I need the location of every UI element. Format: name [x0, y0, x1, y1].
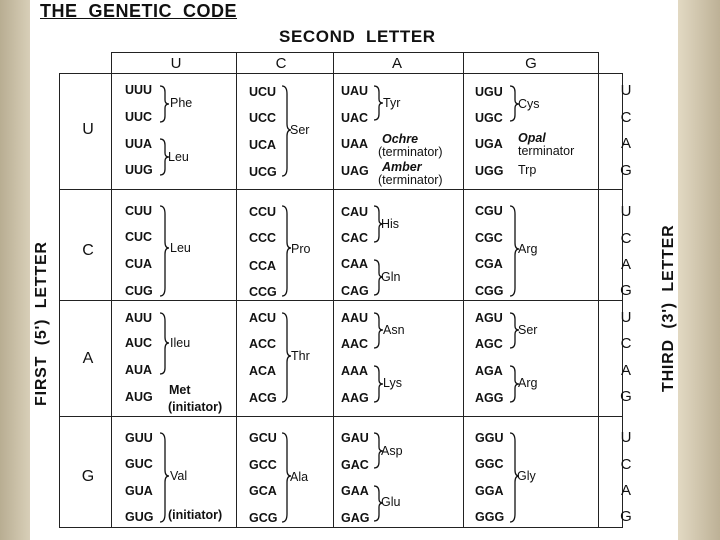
codon: AGA — [475, 364, 503, 378]
header-top-line — [111, 52, 598, 53]
codon: CGA — [475, 257, 503, 271]
column-header-u: U — [170, 55, 182, 72]
codon: GCA — [249, 484, 277, 498]
codon: UGG — [475, 164, 504, 178]
codon: UCC — [249, 111, 277, 125]
amino-acid-label: Gly — [517, 469, 536, 483]
codon: UUA — [125, 137, 153, 151]
codon: CUA — [125, 257, 153, 271]
codon: CUG — [125, 284, 153, 298]
first-letter-u: U — [82, 121, 94, 138]
third-letter-a: A — [620, 135, 631, 152]
amino-acid-label: Lys — [383, 376, 402, 390]
codon: AAG — [341, 391, 369, 405]
row-divider-2 — [59, 300, 623, 301]
stop-codon-name: Amber — [382, 160, 422, 174]
codon: AUG — [125, 390, 153, 404]
background-left-edge — [0, 0, 30, 540]
codon: UGU — [475, 85, 503, 99]
codon: GCC — [249, 458, 277, 472]
amino-acid-label: Arg — [518, 376, 538, 390]
codon: UUG — [125, 163, 153, 177]
row-divider-1 — [59, 189, 623, 190]
codon: GCU — [249, 431, 277, 445]
column-header-a: A — [391, 55, 402, 72]
codon: AGU — [475, 311, 503, 325]
amino-acid-label: Trp — [518, 163, 537, 177]
amino-acid-label: Gln — [381, 270, 401, 284]
third-letter-a: A — [620, 482, 631, 499]
amino-acid-label: His — [381, 217, 400, 231]
codon: GUA — [125, 484, 153, 498]
amino-acid-label: Leu — [168, 150, 189, 164]
first-letter-a: A — [82, 350, 94, 367]
amino-acid-label: Arg — [518, 242, 538, 256]
third-letter-axis-label: THIRD (3') LETTER — [660, 224, 677, 392]
codon: ACC — [249, 337, 277, 351]
amino-acid-label: Met — [169, 383, 191, 397]
first-letter-c: C — [82, 242, 94, 259]
first-letter-g: G — [81, 468, 95, 485]
codon: GAU — [341, 431, 369, 445]
amino-acid-label: Ala — [290, 470, 309, 484]
third-letter-a: A — [620, 256, 631, 273]
codon: AUU — [125, 311, 153, 325]
codon: CCU — [249, 205, 277, 219]
codon: UUC — [125, 110, 153, 124]
codon: UAU — [341, 84, 369, 98]
third-letter-u: U — [620, 203, 632, 220]
document-title: THE GENETIC CODE — [40, 1, 238, 21]
stop-codon-name: Opal — [518, 131, 546, 145]
amino-acid-label: Ser — [290, 123, 310, 137]
codon: GGA — [475, 484, 504, 498]
codon: ACA — [249, 364, 277, 378]
amino-acid-label: (initiator) — [168, 400, 223, 414]
amino-acid-label: Glu — [381, 495, 401, 509]
codon: CGG — [475, 284, 504, 298]
col-divider-a-g — [463, 52, 464, 528]
amino-acid-label: Asn — [383, 323, 405, 337]
col-divider-third — [598, 52, 599, 528]
codon: AAA — [341, 364, 369, 378]
background-right-edge — [678, 0, 720, 540]
third-letter-g: G — [620, 508, 632, 525]
third-letter-u: U — [620, 82, 632, 99]
codon: UGA — [475, 137, 503, 151]
codon: GAC — [341, 458, 369, 472]
codon: AUA — [125, 363, 153, 377]
codon: AAU — [341, 311, 369, 325]
third-letter-c: C — [620, 109, 632, 126]
col-divider-c-a — [333, 52, 334, 528]
third-letter-g: G — [620, 388, 632, 405]
third-letter-g: G — [620, 162, 632, 179]
codon: CGC — [475, 231, 503, 245]
third-letter-c: C — [620, 230, 632, 247]
codon: CUU — [125, 204, 153, 218]
codon: CAC — [341, 231, 369, 245]
amino-acid-label: Ileu — [170, 336, 191, 350]
codon: UAC — [341, 111, 369, 125]
amino-acid-label: Tyr — [383, 96, 401, 110]
codon: UAA — [341, 137, 369, 151]
amino-acid-label: Pro — [291, 242, 311, 256]
amino-acid-label: Asp — [381, 444, 403, 458]
codon: CUC — [125, 230, 153, 244]
amino-acid-label: Thr — [291, 349, 310, 363]
column-header-g: G — [525, 55, 537, 72]
amino-acid-label: (terminator) — [378, 173, 443, 187]
third-letter-u: U — [620, 429, 632, 446]
third-letter-a: A — [620, 362, 631, 379]
codon: UCG — [249, 165, 277, 179]
codon: AGG — [475, 391, 504, 405]
codon: CCC — [249, 231, 277, 245]
amino-acid-label: Val — [170, 469, 188, 483]
first-letter-axis-label: FIRST (5') LETTER — [33, 241, 50, 406]
codon: GGG — [475, 510, 505, 524]
codon: CGU — [475, 204, 503, 218]
codon: GGU — [475, 431, 504, 445]
column-header-c: C — [275, 55, 287, 72]
codon: CAU — [341, 205, 369, 219]
amino-acid-label: terminator — [518, 144, 575, 158]
codon: GAG — [341, 511, 370, 525]
row-divider-3 — [59, 416, 623, 417]
second-letter-heading: SECOND LETTER — [279, 27, 436, 46]
col-divider-u-c — [236, 52, 237, 528]
codon: GUU — [125, 431, 153, 445]
col-divider-first — [111, 52, 112, 528]
amino-acid-label: (initiator) — [168, 508, 223, 522]
codon: CCA — [249, 259, 277, 273]
codon: CCG — [249, 285, 277, 299]
codon: UGC — [475, 111, 503, 125]
stop-codon-name: Ochre — [382, 132, 419, 146]
amino-acid-label: Leu — [170, 241, 191, 255]
codon: UAG — [341, 164, 369, 178]
codon: AAC — [341, 337, 369, 351]
third-letter-c: C — [620, 335, 632, 352]
codon: AGC — [475, 337, 503, 351]
third-letter-u: U — [620, 309, 632, 326]
amino-acid-label: Phe — [170, 96, 193, 110]
codon: AUC — [125, 336, 153, 350]
codon: GUC — [125, 457, 153, 471]
codon: GAA — [341, 484, 369, 498]
codon: UUU — [125, 83, 153, 97]
amino-acid-label: Ser — [518, 323, 538, 337]
amino-acid-label: (terminator) — [378, 145, 443, 159]
third-letter-g: G — [620, 282, 632, 299]
codon: UCA — [249, 138, 277, 152]
codon: CAA — [341, 257, 369, 271]
codon: CAG — [341, 284, 369, 298]
codon: UCU — [249, 85, 277, 99]
amino-acid-label: Cys — [518, 97, 540, 111]
codon: GGC — [475, 457, 504, 471]
codon: ACU — [249, 311, 277, 325]
third-letter-c: C — [620, 456, 632, 473]
codon: GUG — [125, 510, 154, 524]
codon: ACG — [249, 391, 277, 405]
codon: GCG — [249, 511, 278, 525]
